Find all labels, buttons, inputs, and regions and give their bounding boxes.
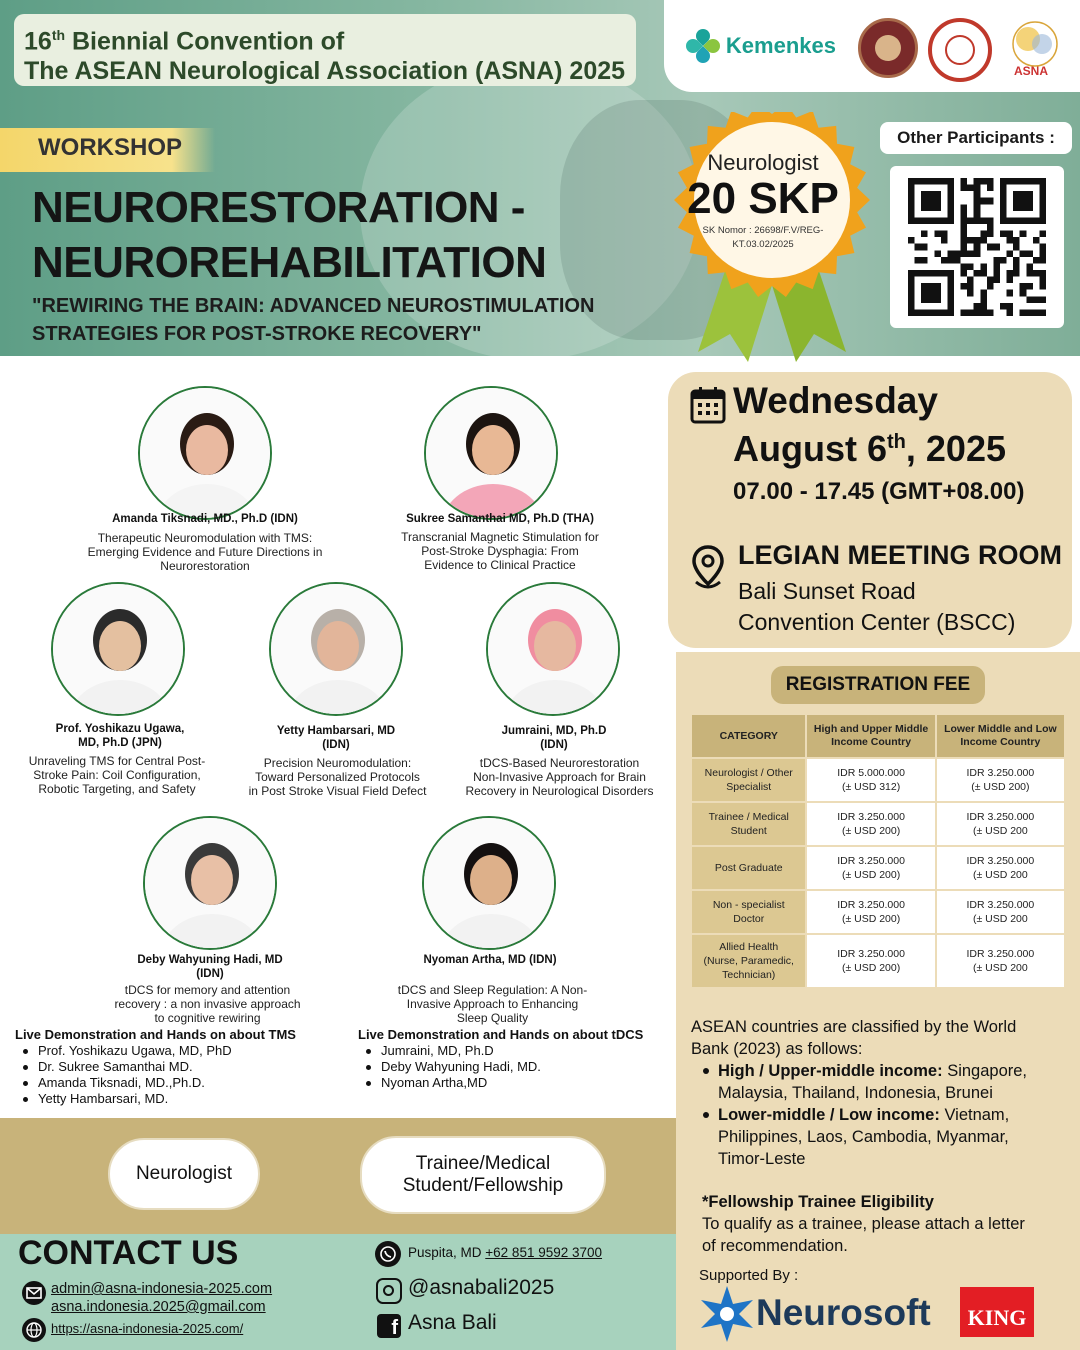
speaker-name: Yetty Hambarsari, MD (IDN)	[276, 725, 396, 751]
contact-emails	[51, 1280, 272, 1316]
speaker-photo	[138, 386, 272, 520]
convention-line1: 16th Biennial Convention of	[24, 27, 345, 56]
demo-tms-list	[16, 1043, 232, 1107]
event-day: Wednesday	[733, 380, 938, 421]
registration-fee-title: REGISTRATION FEE	[771, 666, 985, 704]
speaker-topic: Therapeutic Neuromodulation with TMS: Emerging Evidence and Future Directions in Neurorestoration	[87, 531, 323, 573]
instagram-icon	[376, 1278, 402, 1304]
speaker-topic: Transcranial Magnetic Stimulation for Post-Stroke Dysphagia: From Evidence to Clinical Practice	[401, 530, 599, 572]
facebook-icon: f	[377, 1314, 401, 1338]
list-item: Amanda Tiksnadi, MD.,Ph.D.	[16, 1075, 232, 1091]
speaker-name: Prof. Yoshikazu Ugawa, MD, Ph.D (JPN)	[55, 723, 185, 749]
list-item: Prof. Yoshikazu Ugawa, MD, PhD	[16, 1043, 232, 1059]
header-high-income: High and Upper Middle Income Country	[807, 715, 934, 757]
table-cell: Neurologist / Other Specialist	[692, 759, 805, 801]
income-classification: ASEAN countries are classified by the World Bank (2023) as follows: High / Upper-middle income: Singapore, Malaysia, Thailand, Indonesia, Brunei Lower-middle / Low income: Vietnam, Philippines, Laos, Cambodia, Myanmar, Timor-Leste	[691, 1016, 1071, 1170]
speaker-name: Jumraini, MD, Ph.D (IDN)	[501, 725, 607, 751]
speaker-photo	[51, 582, 185, 716]
event-room: LEGIAN MEETING ROOM	[738, 540, 1062, 570]
list-item: Jumraini, MD, Ph.D	[359, 1043, 541, 1059]
table-cell: IDR 3.250.000 (± USD 200	[937, 847, 1064, 889]
event-time: 07.00 - 17.45 (GMT+08.00)	[733, 478, 1025, 505]
table-cell: Allied Health (Nurse, Paramedic, Technician)	[692, 935, 805, 987]
contact-title: CONTACT US	[18, 1234, 239, 1272]
convention-title-box	[14, 14, 636, 86]
skp-badge	[668, 112, 876, 372]
table-cell: IDR 3.250.000 (± USD 200	[937, 935, 1064, 987]
calendar-icon	[690, 386, 726, 424]
convention-line2: The ASEAN Neurological Association (ASNA) 2025	[24, 57, 626, 86]
perdosni-seal	[928, 18, 992, 82]
table-row	[692, 935, 1064, 987]
demo-tdcs-title: Live Demonstration and Hands on about tDCS	[358, 1027, 644, 1042]
trainee-pill[interactable]: Trainee/Medical Student/Fellowship	[360, 1136, 606, 1214]
speaker-name: Sukree Samanthai MD, Ph.D (THA)	[406, 513, 594, 525]
badge-skp: 20 SKP	[687, 174, 839, 223]
neurologist-pill[interactable]: Neurologist	[108, 1138, 260, 1210]
neurosoft-icon	[697, 1286, 757, 1342]
qr-code[interactable]	[890, 166, 1064, 328]
speaker-photo	[422, 816, 556, 950]
kemenkes-icon	[686, 29, 720, 63]
list-item: Deby Wahyuning Hadi, MD.	[359, 1059, 541, 1075]
speaker-topic: tDCS and Sleep Regulation: A Non- Invasive Approach to Enhancing Sleep Quality	[397, 983, 588, 1025]
king-logo: KING	[960, 1287, 1034, 1337]
event-date: August 6th, 2025	[733, 428, 1006, 469]
table-cell: Non - specialist Doctor	[692, 891, 805, 933]
table-row	[692, 759, 1064, 801]
table-cell: Post Graduate	[692, 847, 805, 889]
table-row	[692, 847, 1064, 889]
table-cell: IDR 3.250.000 (± USD 200)	[937, 759, 1064, 801]
workshop-subtitle: "REWIRING THE BRAIN: ADVANCED NEUROSTIMULATION STRATEGIES FOR POST-STROKE RECOVERY"	[32, 295, 595, 345]
globe-icon	[22, 1318, 46, 1342]
workshop-title: NEURORESTORATION - NEUROREHABILITATION	[32, 183, 547, 287]
speaker-topic: tDCS for memory and attention recovery : a non invasive approach to cognitive rewiring	[114, 983, 301, 1025]
header-category: CATEGORY	[692, 715, 805, 757]
table-cell: IDR 3.250.000 (± USD 200	[937, 891, 1064, 933]
association-seal-1	[858, 18, 918, 78]
registration-fee-table	[690, 713, 1066, 989]
supported-by-label: Supported By :	[699, 1267, 799, 1284]
table-cell: IDR 3.250.000 (± USD 200)	[807, 935, 934, 987]
event-venue: Bali Sunset Road Convention Center (BSCC)	[738, 578, 1016, 635]
low-income-item: Lower-middle / Low income: Vietnam, Philippines, Laos, Cambodia, Myanmar, Timor-Leste	[691, 1104, 1071, 1170]
fee-table-header	[692, 715, 1064, 757]
table-row	[692, 803, 1064, 845]
speaker-topic: tDCS-Based Neurorestoration Non-Invasive Approach for Brain Recovery in Neurological Disorders	[465, 756, 654, 798]
location-pin-icon	[690, 544, 726, 592]
speaker-name: Nyoman Artha, MD (IDN)	[423, 954, 557, 966]
list-item: Yetty Hambarsari, MD.	[16, 1091, 232, 1107]
workshop-tag: WORKSHOP	[0, 128, 215, 172]
speaker-photo	[269, 582, 403, 716]
email-link-1[interactable]: admin@asna-indonesia-2025.com	[51, 1281, 273, 1297]
speaker-photo	[486, 582, 620, 716]
speaker-topic: Precision Neuromodulation: Toward Personalized Protocols in Post Stroke Visual Field Defect	[248, 756, 427, 798]
table-cell: Trainee / Medical Student	[692, 803, 805, 845]
table-cell: IDR 5.000.000 (± USD 312)	[807, 759, 934, 801]
email-icon	[22, 1281, 46, 1305]
demo-tms-title: Live Demonstration and Hands on about TMS	[15, 1027, 296, 1042]
website-link[interactable]: https://asna-indonesia-2025.com/	[51, 1321, 244, 1336]
phone-link[interactable]: +62 851 9592 3700	[485, 1245, 603, 1260]
asna-logo: ASNA	[1000, 14, 1070, 82]
speaker-name: Deby Wahyuning Hadi, MD (IDN)	[137, 954, 283, 980]
fellowship-eligibility: *Fellowship Trainee Eligibility To qualify as a trainee, please attach a letter of recommendation.	[702, 1193, 1025, 1255]
demo-tdcs-list	[359, 1043, 541, 1091]
facebook-page[interactable]: Asna Bali	[408, 1311, 497, 1334]
speaker-photo	[143, 816, 277, 950]
instagram-handle[interactable]: @asnabali2025	[408, 1276, 555, 1299]
neurosoft-logo-text: Neurosoft	[756, 1292, 931, 1333]
whatsapp-icon	[375, 1241, 401, 1267]
header-low-income: Lower Middle and Low Income Country	[937, 715, 1064, 757]
other-participants-label: Other Participants :	[880, 122, 1072, 154]
table-cell: IDR 3.250.000 (± USD 200)	[807, 847, 934, 889]
kemenkes-logo: Kemenkes	[686, 26, 836, 66]
speaker-name: Amanda Tiksnadi, MD., Ph.D (IDN)	[112, 513, 298, 525]
phone-contact: Puspita, MD +62 851 9592 3700	[408, 1245, 603, 1260]
email-link-2[interactable]: asna.indonesia.2025@gmail.com	[51, 1299, 266, 1315]
table-row	[692, 891, 1064, 933]
speaker-topic: Unraveling TMS for Central Post- Stroke Pain: Coil Configuration, Robotic Targeting, and Safety	[28, 754, 206, 796]
table-cell: IDR 3.250.000 (± USD 200)	[807, 891, 934, 933]
badge-role: Neurologist	[707, 150, 819, 175]
table-cell: IDR 3.250.000 (± USD 200	[937, 803, 1064, 845]
speaker-photo	[424, 386, 558, 520]
list-item: Dr. Sukree Samanthai MD.	[16, 1059, 232, 1075]
high-income-item: High / Upper-middle income: Singapore, Malaysia, Thailand, Indonesia, Brunei	[691, 1060, 1071, 1104]
table-cell: IDR 3.250.000 (± USD 200)	[807, 803, 934, 845]
badge-sk-number: SK Nomor : 26698/F.V/REG- KT.03.02/2025	[702, 225, 824, 250]
list-item: Nyoman Artha,MD	[359, 1075, 541, 1091]
